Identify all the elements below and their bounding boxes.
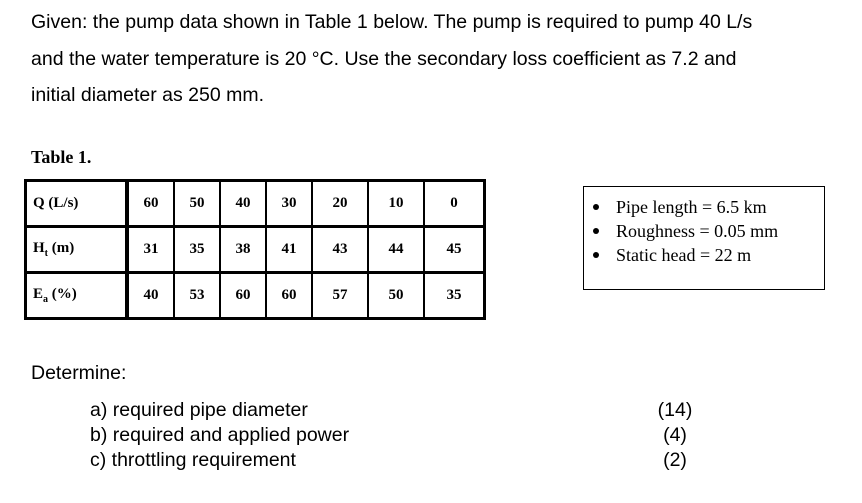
table-cell: 43	[312, 227, 368, 273]
table-cell: 40	[127, 273, 174, 319]
marks-b: (4)	[663, 424, 687, 446]
table-cell: 45	[424, 227, 485, 273]
table-cell: 50	[174, 181, 220, 227]
question-a: a) required pipe diameter	[90, 399, 308, 421]
pipe-data-box	[583, 186, 825, 290]
intro-line-2: and the water temperature is 20 °C. Use the secondary loss coefficient as 7.2 and	[31, 47, 737, 70]
table-cell: 50	[368, 273, 424, 319]
intro-line-1: Given: the pump data shown in Table 1 below. The pump is required to pump 40 L/s	[31, 11, 753, 33]
list-item: Pipe length = 6.5 km	[593, 195, 778, 219]
row-header-flow: Q (L/s)	[26, 181, 128, 227]
table-cell: 53	[174, 273, 220, 319]
question-b: b) required and applied power	[90, 424, 350, 446]
row-header-efficiency: $E_a$ (%)	[26, 273, 128, 319]
table-row-head	[26, 227, 485, 273]
bullet-icon	[593, 204, 599, 210]
determine-heading: Determine:	[31, 362, 127, 384]
question-c: c) throttling requirement	[90, 449, 296, 471]
table-cell: 0	[424, 181, 485, 227]
question-list	[90, 398, 349, 473]
intro-line-3: initial diameter as 250 mm.	[31, 84, 265, 106]
table-cell: 60	[266, 273, 312, 319]
list-item: Static head = 22 m	[593, 243, 778, 267]
marks-column	[655, 398, 695, 473]
table-cell: 35	[424, 273, 485, 319]
table-cell: 40	[220, 181, 266, 227]
table-cell: 20	[312, 181, 368, 227]
table-row-efficiency	[26, 273, 485, 319]
table-cell: 44	[368, 227, 424, 273]
table-cell: 38	[220, 227, 266, 273]
intro-paragraph	[31, 4, 831, 114]
table-cell: 41	[266, 227, 312, 273]
bullet-icon	[593, 252, 599, 258]
row-header-head: $H_t$ (m)	[26, 227, 128, 273]
table-cell: 30	[266, 181, 312, 227]
table-row-flow	[26, 181, 485, 227]
table-cell: 57	[312, 273, 368, 319]
pipe-data-list	[593, 195, 778, 267]
table-caption: Table 1.	[31, 147, 92, 167]
table-cell: 10	[368, 181, 424, 227]
marks-a: (14)	[657, 399, 693, 421]
marks-c: (2)	[663, 449, 687, 471]
table-cell: 31	[127, 227, 174, 273]
table-cell: 35	[174, 227, 220, 273]
table-cell: 60	[127, 181, 174, 227]
pump-data-table	[24, 179, 486, 320]
table-cell: 60	[220, 273, 266, 319]
list-item: Roughness = 0.05 mm	[593, 219, 778, 243]
bullet-icon	[593, 228, 599, 234]
